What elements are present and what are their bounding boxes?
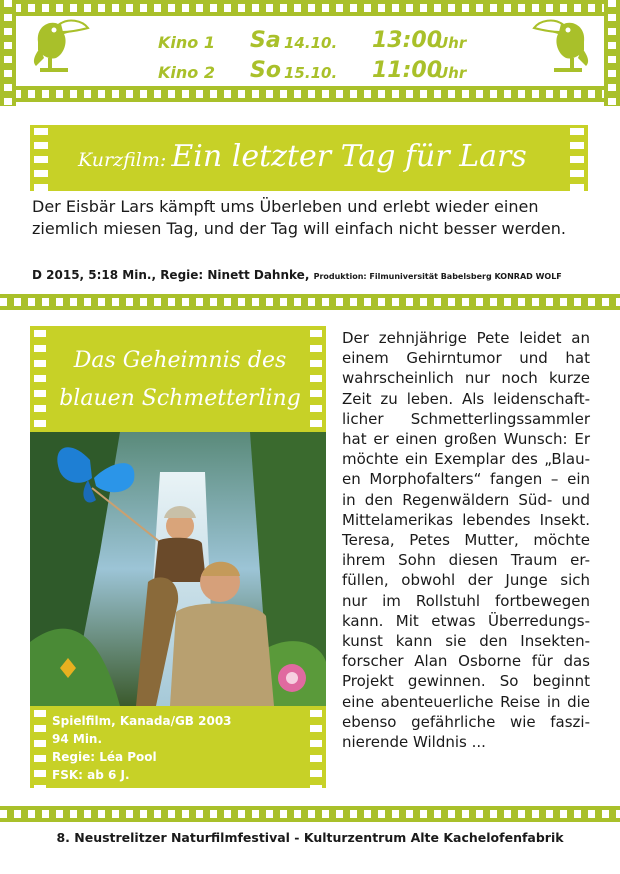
synopsis-line: ebenso gefährliche wie faszi-: [342, 712, 590, 731]
synopsis-line: Teresa, Petes Mutter, möchte: [342, 531, 590, 550]
top-film-strip: [0, 0, 620, 16]
feature-poster-image: [30, 432, 326, 706]
short-film-credits: [32, 268, 602, 282]
header-film-frame: [0, 0, 620, 106]
synopsis-line: licher Schmetterlingssammler: [342, 409, 590, 428]
feature-synopsis: [342, 328, 590, 752]
synopsis-line: nierende Wildnis ...: [342, 733, 486, 752]
date: 14.10.: [284, 34, 338, 52]
short-film-title: Ein letzter Tag für Lars: [171, 139, 527, 174]
cinema-label: Kino 1: [158, 33, 215, 52]
synopsis-line: möchte ein Exemplar des „Blau-: [342, 450, 590, 469]
synopsis-line: en Morphofalters“ fangen – ein: [342, 470, 590, 489]
synopsis-line: Zeit zu leben. Als leidenschaft-: [342, 389, 590, 408]
credits-main: D 2015, 5:18 Min., Regie: Ninett Dahnke,: [32, 268, 310, 282]
time-unit: Uhr: [436, 64, 467, 82]
synopsis-line: füllen, obwohl der Junge sich: [342, 571, 590, 590]
festival-footer: 8. Neustrelitzer Naturfilmfestival - Kulturzentrum Alte Kachelofenfabrik: [56, 830, 564, 845]
synopsis-line: kunst kann sie den Insekten-: [342, 632, 590, 651]
header-left-strip: [0, 0, 16, 106]
fact-genre: Spielfilm, Kanada/GB 2003: [52, 714, 232, 728]
middle-film-strip: [0, 294, 620, 310]
time: 11:00: [372, 58, 443, 83]
feature-title: [52, 342, 308, 418]
toucan-icon-right: [532, 10, 596, 80]
synopsis-line: wahrscheinlich nur noch kurze: [342, 369, 590, 388]
header-bottom-film-strip: [0, 86, 620, 102]
synopsis-line: eine abenteuerliche Reise in die: [342, 692, 590, 711]
weekday: So: [250, 58, 281, 83]
feature-facts-panel: [30, 706, 326, 788]
toucan-icon: [26, 10, 90, 80]
feature-title-panel: [30, 326, 326, 432]
short-film-description: Der Eisbär Lars kämpft ums Überleben und erlebt wieder einen ziemlich miesen Tag, und der Tag will einfach nicht besser werden.: [32, 197, 566, 238]
synopsis-line: Mittelamerikas lebendes Insekt.: [342, 510, 590, 529]
cinema-label: Kino 2: [158, 63, 215, 82]
header-right-strip: [604, 0, 620, 106]
synopsis-line: forscher Alan Osborne für das: [342, 652, 590, 671]
short-film-banner: [30, 125, 588, 191]
fact-director: Regie: Léa Pool: [52, 750, 157, 764]
synopsis-line: Der zehnjährige Pete leidet an: [342, 329, 590, 347]
bottom-film-strip: [0, 806, 620, 822]
synopsis-line: in den Regenwäldern Süd- und: [342, 490, 590, 509]
synopsis-line: einem Gehirntumor und hat: [342, 349, 590, 368]
feature-facts: [52, 712, 232, 784]
synopsis-line: ihrem Sohn diesen Traum er-: [342, 551, 590, 570]
time: 13:00: [372, 28, 443, 53]
weekday: Sa: [250, 28, 281, 53]
short-film-prefix: Kurzfilm:: [78, 149, 167, 171]
synopsis-line: kann. Mit etwas Überredungs-: [342, 611, 590, 630]
synopsis-line: hat er einen großen Wunsch: Er: [342, 430, 590, 449]
time-unit: Uhr: [436, 34, 467, 52]
synopsis-line: nur im Rollstuhl fortbewegen: [342, 591, 590, 610]
synopsis-line: Projekt gewinnen. So beginnt: [342, 672, 590, 691]
feature-title-line2: blauen Schmetterling: [59, 386, 301, 411]
credits-production: Produktion: Filmuniversität Babelsberg KONRAD WOLF: [313, 272, 562, 281]
fact-duration: 94 Min.: [52, 732, 103, 746]
fact-rating: FSK: ab 6 J.: [52, 768, 130, 782]
feature-title-line1: Das Geheimnis des: [73, 348, 287, 373]
date: 15.10.: [284, 64, 338, 82]
